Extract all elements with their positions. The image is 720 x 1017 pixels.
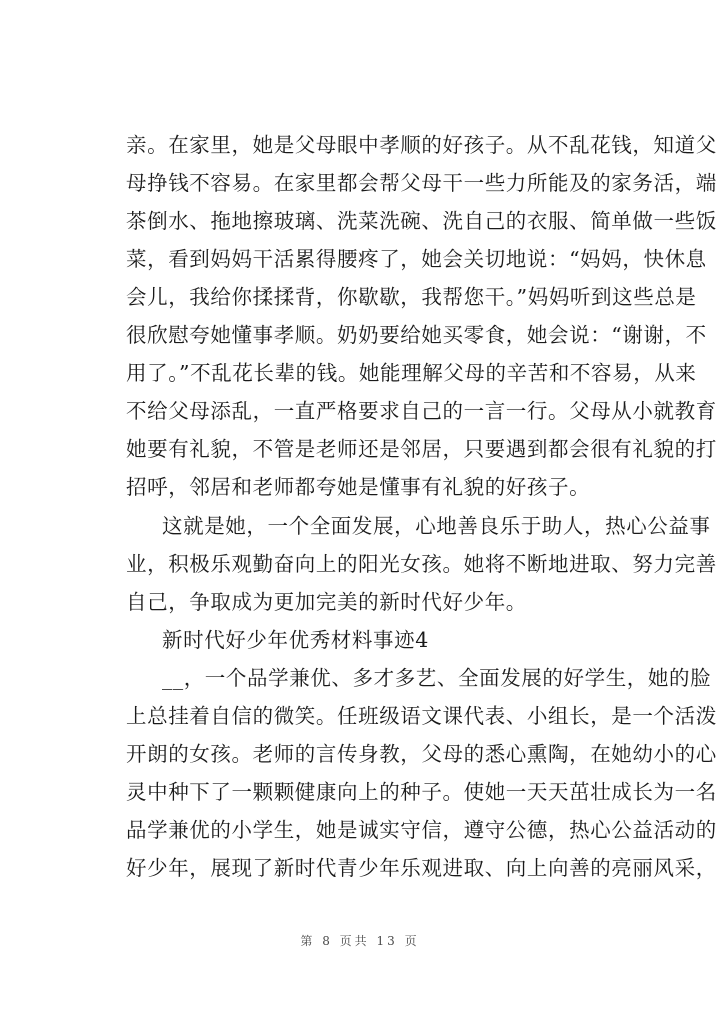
page-number-footer: 第 8 页共 13 页 bbox=[300, 934, 420, 948]
paragraph-line: 业，积极乐观勤奋向上的阳光女孩。她将不断地进取、努力完善 bbox=[126, 552, 717, 576]
paragraph-line: 上总挂着自信的微笑。任班级语文课代表、小组长，是一个活泼 bbox=[126, 704, 717, 728]
paragraph-line: 好少年，展现了新时代青少年乐观进取、向上向善的亮丽风采， bbox=[126, 856, 717, 880]
paragraph-line: 灵中种下了一颗颗健康向上的种子。使她一天天茁壮成长为一名 bbox=[126, 780, 717, 804]
paragraph-line: 亲。在家里，她是父母眼中孝顺的好孩子。从不乱花钱，知道父 bbox=[126, 133, 717, 157]
paragraph-line: 用了。”不乱花长辈的钱。她能理解父母的辛苦和不容易，从来 bbox=[126, 361, 697, 385]
paragraph-line: 品学兼优的小学生，她是诚实守信，遵守公德，热心公益活动的 bbox=[126, 818, 717, 842]
paragraph-line: 她要有礼貌，不管是老师还是邻居，只要遇到都会很有礼貌的打 bbox=[126, 437, 717, 461]
paragraph-line: 菜，看到妈妈干活累得腰疼了，她会关切地说：“妈妈，快休息 bbox=[126, 247, 707, 271]
paragraph-line: 会儿，我给你揉揉背，你歇歇，我帮您干。”妈妈听到这些总是 bbox=[126, 285, 697, 309]
paragraph-line: 这就是她，一个全面发展，心地善良乐于助人，热心公益事 bbox=[162, 514, 711, 538]
paragraph-line: 招呼，邻居和老师都夸她是懂事有礼貌的好孩子。 bbox=[126, 475, 591, 499]
paragraph-line: 茶倒水、拖地擦玻璃、洗菜洗碗、洗自己的衣服、简单做一些饭 bbox=[126, 209, 717, 233]
paragraph-line: 母挣钱不容易。在家里都会帮父母干一些力所能及的家务活，端 bbox=[126, 171, 717, 195]
paragraph-line: 开朗的女孩。老师的言传身教，父母的悉心熏陶，在她幼小的心 bbox=[126, 742, 717, 766]
paragraph-line: 很欣慰夸她懂事孝顺。奶奶要给她买零食，她会说：“谢谢，不 bbox=[126, 323, 707, 347]
section-heading: 新时代好少年优秀材料事迹4 bbox=[162, 628, 429, 652]
paragraph-line: 不给父母添乱，一直严格要求自己的一言一行。父母从小就教育 bbox=[126, 399, 717, 423]
paragraph-line: __，一个品学兼优、多才多艺、全面发展的好学生，她的脸 bbox=[162, 666, 712, 690]
paragraph-line: 自己，争取成为更加完美的新时代好少年。 bbox=[126, 590, 527, 614]
